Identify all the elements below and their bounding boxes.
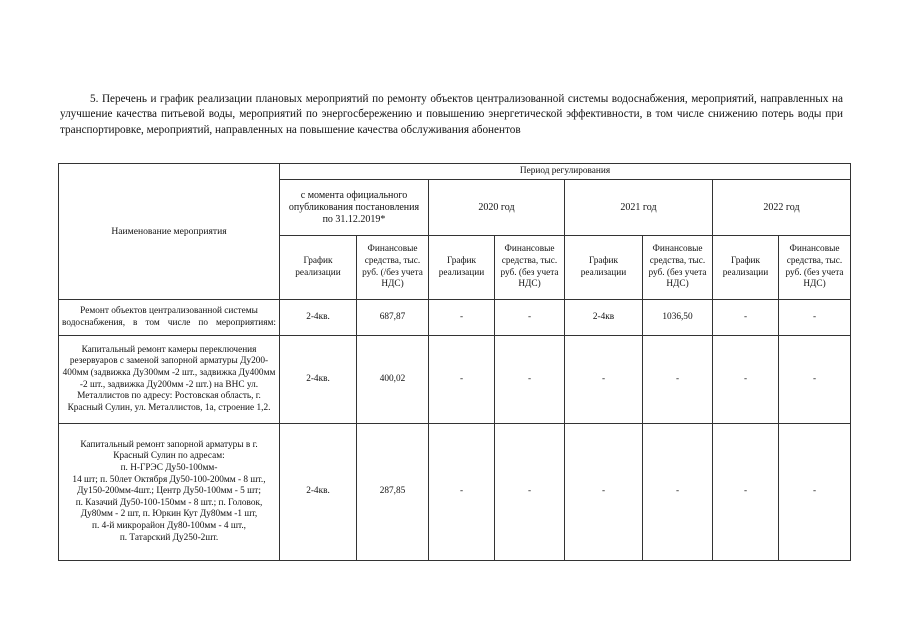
row-cell: - xyxy=(495,336,565,424)
period-header-2021: 2021 год xyxy=(565,180,713,236)
section-heading-text: 5. Перечень и график реализации плановых мероприятий по ремонту объектов централизованной системы водоснабжения, мероприятий, направленных на улучшение качества питьевой воды, мероприятий по энергосбережению и повышению энергетической эффективности, в том числе снижению потерь воды при транспортировке, мероприятий, направленных на повышение качества обслуживания абонентов xyxy=(60,93,843,136)
row-cell: - xyxy=(565,336,643,424)
row-name: Ремонт объектов централизованной системы водоснабжения, в том числе по мероприятиям: xyxy=(59,300,280,336)
row-cell: 2-4кв. xyxy=(280,336,357,424)
row-cell: 2-4кв. xyxy=(280,424,357,561)
row-cell: - xyxy=(779,424,851,561)
column-header-period: Период регулирования xyxy=(280,164,851,180)
column-header-name: Наименование мероприятия xyxy=(59,164,280,300)
row-cell: - xyxy=(429,424,495,561)
row-cell: - xyxy=(429,336,495,424)
row-cell: - xyxy=(495,300,565,336)
period-header-2020: 2020 год xyxy=(429,180,565,236)
period-header-2022: 2022 год xyxy=(713,180,851,236)
row-cell: - xyxy=(643,424,713,561)
period-header-2019: с момента официального опубликования постановления по 31.12.2019* xyxy=(280,180,429,236)
section-heading xyxy=(60,92,843,138)
table-row xyxy=(59,300,851,336)
row-cell: 2-4кв xyxy=(565,300,643,336)
row-cell: - xyxy=(713,424,779,561)
row-cell: - xyxy=(713,300,779,336)
subheader-finance: Финансовые средства, тыс. руб. (без учета НДС) xyxy=(779,236,851,300)
row-cell: 1036,50 xyxy=(643,300,713,336)
row-cell: - xyxy=(779,336,851,424)
table-row xyxy=(59,336,851,424)
subheader-schedule: График реализации xyxy=(280,236,357,300)
row-cell: - xyxy=(429,300,495,336)
table-row xyxy=(59,424,851,561)
row-cell: - xyxy=(643,336,713,424)
row-cell: 287,85 xyxy=(357,424,429,561)
row-name: Капитальный ремонт камеры переключения резервуаров с заменой запорной арматуры Ду200-400мм (задвижка Ду300мм -2 шт., задвижка Ду400мм -2 шт., задвижка Ду200мм -2 шт.) на ВНС ул. Металлистов по адресу: Ростовская область, г. Красный Сулин, ул. Металлистов, 1а, строение 1,2. xyxy=(59,336,280,424)
subheader-finance: Финансовые средства, тыс. руб. (без учета НДС) xyxy=(643,236,713,300)
row-cell: 400,02 xyxy=(357,336,429,424)
row-cell: 687,87 xyxy=(357,300,429,336)
row-name: Капитальный ремонт запорной арматуры в г. Красный Сулин по адресам: п. Н-ГРЭС Ду50-100мм- 14 шт; п. 50лет Октября Ду50-100-200мм - 8 шт., Ду150-200мм-4шт.; Центр Ду50-100мм - 5 шт; п. Казачий Ду50-100-150мм - 8 шт.; п. Головок, Ду80мм - 2 шт, п. Юркин Кут Ду80мм -1 шт, п. 4-й микрорайон Ду80-100мм - 4 шт., п. Татарский Ду250-2шт. xyxy=(59,424,280,561)
row-cell: 2-4кв. xyxy=(280,300,357,336)
subheader-finance: Финансовые средства, тыс. руб. (/без учета НДС) xyxy=(357,236,429,300)
subheader-finance: Финансовые средства, тыс. руб. (без учета НДС) xyxy=(495,236,565,300)
subheader-schedule: График реализации xyxy=(713,236,779,300)
row-cell: - xyxy=(713,336,779,424)
row-cell: - xyxy=(495,424,565,561)
plan-table xyxy=(58,163,851,561)
row-cell: - xyxy=(779,300,851,336)
row-cell: - xyxy=(565,424,643,561)
subheader-schedule: График реализации xyxy=(429,236,495,300)
subheader-schedule: График реализации xyxy=(565,236,643,300)
